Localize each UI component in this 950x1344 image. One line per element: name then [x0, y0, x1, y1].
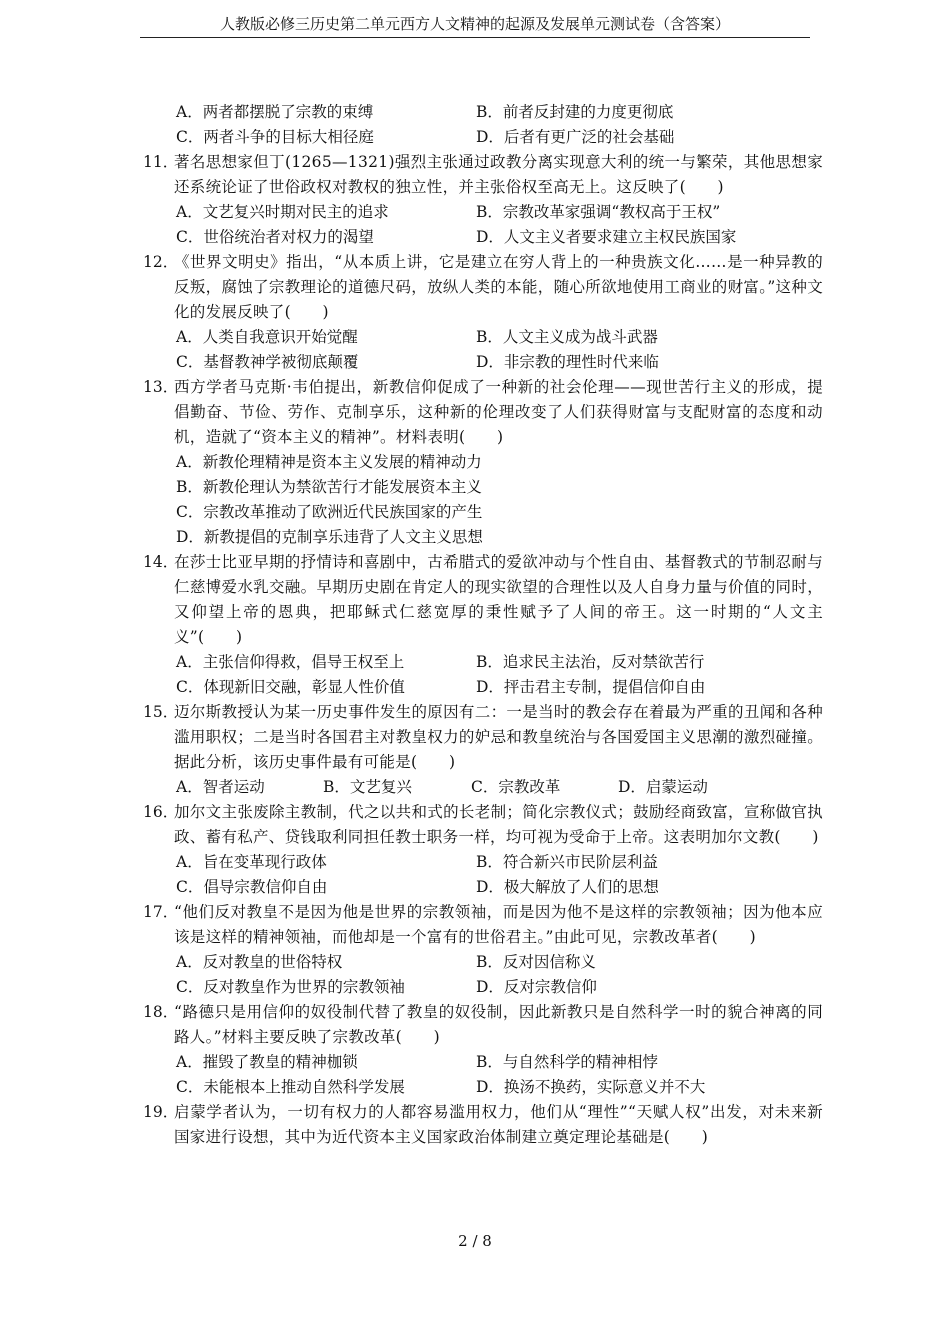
- question-14: [143, 550, 823, 700]
- option-b: B．反对因信称义: [476, 953, 596, 971]
- option-c: C．未能根本上推动自然科学发展: [176, 1078, 405, 1096]
- option-b: B．前者反封建的力度更彻底: [476, 103, 674, 121]
- question-number: 16．: [143, 803, 179, 821]
- option-a: A．人类自我意识开始觉醒: [176, 328, 358, 346]
- question-text: “路德只是用信仰的奴役制代替了教皇的奴役制，因此新教只是自然科学一时的貌合神离的同路人。”材料主要反映了宗教改革( ): [174, 1003, 823, 1046]
- option-b: B．符合新兴市民阶层利益: [476, 853, 658, 871]
- question-text: 西方学者马克斯·韦伯提出，新教信仰促成了一种新的社会伦理——现世苦行主义的形成，提倡勤奋、节俭、劳作、克制享乐，这种新的伦理改变了人们获得财富与支配财富的态度和动机，造就了“资本主义的精神”。材料表明( ): [174, 378, 823, 446]
- option-b: B．人文主义成为战斗武器: [476, 328, 658, 346]
- question-text: 加尔文主张废除主教制，代之以共和式的长老制；简化宗教仪式；鼓励经商致富，宣称做官执政、蓄有私产、贷钱取利同担任教士职务一样，均可视为受命于上帝。这表明加尔文教( ): [174, 803, 823, 846]
- option-b: B．新教伦理认为禁欲苦行才能发展资本主义: [176, 478, 482, 496]
- option-d: D．极大解放了人们的思想: [476, 878, 659, 896]
- option-c: C．反对教皇作为世界的宗教领袖: [176, 978, 405, 996]
- option-b: B．文艺复兴: [323, 778, 412, 796]
- option-c: C．宗教改革推动了欧洲近代民族国家的产生: [176, 503, 483, 521]
- option-d: D．换汤不换药，实际意义并不大: [476, 1078, 706, 1096]
- option-d: D．人文主义者要求建立主权民族国家: [476, 228, 737, 246]
- question-number: 17．: [143, 903, 179, 921]
- question-number: 18．: [143, 1003, 179, 1021]
- question-18: [143, 1000, 823, 1100]
- question-13: [143, 375, 823, 550]
- question-text: 著名思想家但丁(1265—1321)强烈主张通过政教分离实现意大利的统一与繁荣，其他思想家还系统论证了世俗政权对教权的独立性，并主张俗权至高无上。这反映了( ): [174, 153, 823, 196]
- option-c: C．两者斗争的目标大相径庭: [176, 128, 374, 146]
- option-a: A．旨在变革现行政体: [176, 853, 327, 871]
- option-d: D．抨击君主专制，提倡信仰自由: [476, 678, 706, 696]
- question-text: “他们反对教皇不是因为他是世界的宗教领袖，而是因为他不是这样的宗教领袖；因为他本应该是这样的精神领袖，而他却是一个富有的世俗君主。”由此可见，宗教改革者( ): [174, 903, 823, 946]
- question-number: 19．: [143, 1103, 179, 1121]
- option-d: D．反对宗教信仰: [476, 978, 597, 996]
- question-12: [143, 250, 823, 375]
- option-c: C．宗教改革: [471, 778, 561, 796]
- option-a: A．反对教皇的世俗特权: [176, 953, 343, 971]
- option-d: D．新教提倡的克制享乐违背了人文主义思想: [176, 528, 483, 546]
- option-c: C．体现新旧交融，彰显人性价值: [176, 678, 405, 696]
- question-17: [143, 900, 823, 1000]
- option-a: A．文艺复兴时期对民主的追求: [176, 203, 389, 221]
- question-number: 12．: [143, 253, 179, 271]
- question-number: 14．: [143, 553, 179, 571]
- option-a: A．摧毁了教皇的精神枷锁: [176, 1053, 358, 1071]
- option-a: A．两者都摆脱了宗教的束缚: [176, 103, 374, 121]
- page-number: 2 / 8: [458, 1232, 492, 1250]
- question-text: 启蒙学者认为，一切有权力的人都容易滥用权力，他们从“理性”“天赋人权”出发，对未来新国家进行设想，其中为近代资本主义国家政治体制建立奠定理论基础是( ): [174, 1103, 823, 1146]
- question-19: [143, 1100, 823, 1150]
- page-content: [143, 100, 823, 1150]
- document-header: 人教版必修三历史第二单元西方人文精神的起源及发展单元测试卷（含答案）: [219, 15, 730, 33]
- option-d: D．启蒙运动: [618, 778, 708, 796]
- option-c: C．世俗统治者对权力的渴望: [176, 228, 374, 246]
- question-16: [143, 800, 823, 900]
- option-c: C．倡导宗教信仰自由: [176, 878, 328, 896]
- question-15: [143, 700, 823, 800]
- option-a: A．新教伦理精神是资本主义发展的精神动力: [176, 453, 482, 471]
- question-number: 13．: [143, 378, 179, 396]
- question-number: 11．: [143, 153, 179, 171]
- option-d: D．后者有更广泛的社会基础: [476, 128, 675, 146]
- header-rule: [140, 37, 810, 38]
- option-b: B．与自然科学的精神相悖: [476, 1053, 658, 1071]
- option-c: C．基督教神学被彻底颠覆: [176, 353, 359, 371]
- options-prev-question: [176, 100, 823, 150]
- question-text: 《世界文明史》指出，“从本质上讲，它是建立在穷人背上的一种贵族文化……是一种异教的反叛，腐蚀了宗教理论的道德尺码，放纵人类的本能，随心所欲地使用工商业的财富。”这种文化的发展反映了( ): [174, 253, 823, 321]
- question-number: 15．: [143, 703, 179, 721]
- question-text: 在莎士比亚早期的抒情诗和喜剧中，古希腊式的爱欲冲动与个性自由、基督教式的节制忍耐与仁慈博爱水乳交融。早期历史剧在肯定人的现实欲望的合理性以及人自身力量与价值的同时，又仰望上帝的恩典，把耶稣式仁慈宽厚的秉性赋予了人间的帝王。这一时期的“人文主义”( ): [174, 553, 823, 646]
- option-b: B．追求民主法治，反对禁欲苦行: [476, 653, 705, 671]
- question-text: 迈尔斯教授认为某一历史事件发生的原因有二：一是当时的教会存在着最为严重的丑闻和各种滥用职权；二是当时各国君主对教皇权力的妒忌和教皇统治与各国爱国主义思潮的激烈碰撞。据此分析，该历史事件最有可能是( ): [174, 703, 823, 771]
- option-d: D．非宗教的理性时代来临: [476, 353, 659, 371]
- option-b: B．宗教改革家强调“教权高于王权”: [476, 203, 721, 221]
- option-a: A．主张信仰得救，倡导王权至上: [176, 653, 405, 671]
- question-11: [143, 150, 823, 250]
- option-a: A．智者运动: [176, 778, 265, 796]
